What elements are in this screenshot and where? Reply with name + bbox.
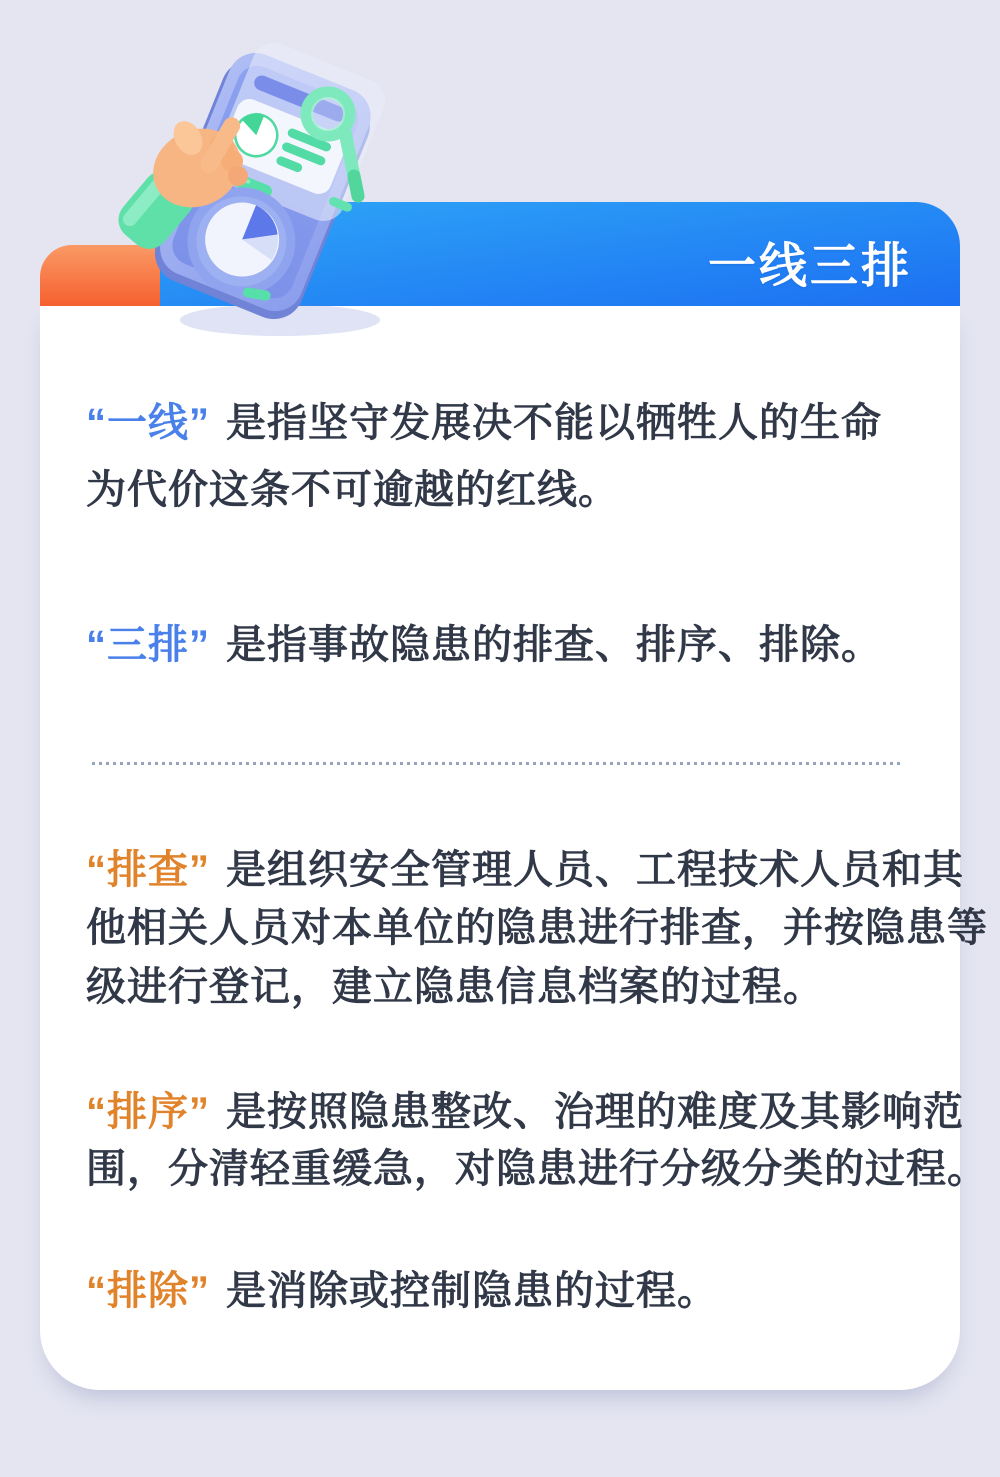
definition-line	[86, 1144, 988, 1194]
line-text: 围，分清轻重缓急，对隐患进行分级分类的过程。	[86, 1147, 988, 1191]
term-paixu: “排序”	[86, 1090, 210, 1134]
definition-line	[86, 845, 964, 895]
dotted-divider	[92, 762, 904, 765]
line-text: 级进行登记，建立隐患信息档案的过程。	[86, 965, 824, 1009]
content-card	[40, 306, 988, 1390]
definition-line	[86, 398, 918, 448]
page-title: 一线三排	[707, 239, 912, 293]
definition-line	[86, 1266, 918, 1316]
term-yixian: “一线”	[86, 401, 210, 445]
line-text: 是指事故隐患的排查、排序、排除。	[226, 623, 882, 667]
term-paicha: “排查”	[86, 848, 210, 892]
line-text: 是组织安全管理人员、工程技术人员和其	[226, 848, 964, 892]
line-text: 是指坚守发展决不能以牺牲人的生命	[226, 401, 882, 445]
definition-line	[86, 903, 988, 953]
line-text: 是按照隐患整改、治理的难度及其影响范	[226, 1090, 964, 1134]
term-sanpai: “三排”	[86, 623, 210, 667]
line-text: 是消除或控制隐患的过程。	[226, 1269, 718, 1313]
line-text: 为代价这条不可逾越的红线。	[86, 468, 619, 512]
line-text: 他相关人员对本单位的隐患进行排查，并按隐患等	[86, 906, 988, 950]
definition-line	[86, 1087, 964, 1137]
definition-line	[86, 465, 918, 515]
tablet-illustration	[95, 18, 525, 358]
definition-line	[86, 962, 918, 1012]
definition-line	[86, 620, 918, 670]
term-paichu: “排除”	[86, 1269, 210, 1313]
